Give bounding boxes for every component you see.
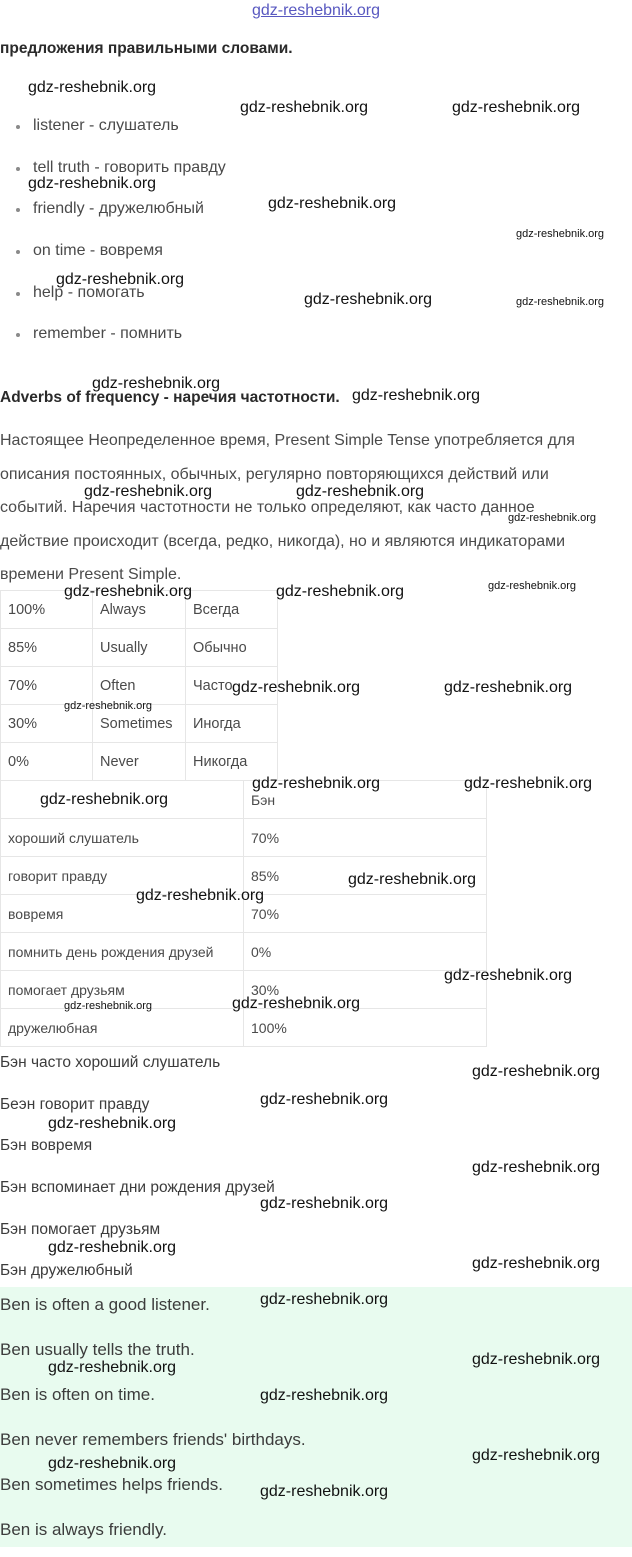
watermark: gdz-reshebnik.org: [452, 99, 581, 116]
watermark: gdz-reshebnik.org: [232, 679, 361, 696]
watermark: gdz-reshebnik.org: [84, 483, 213, 500]
list-item: Ben sometimes helps friends.: [0, 1475, 223, 1494]
list-item: Бэн вовремя: [0, 1137, 93, 1155]
table-cell: 30%: [244, 971, 487, 1009]
watermark: gdz-reshebnik.org: [464, 775, 593, 792]
watermark: gdz-reshebnik.org: [64, 1000, 153, 1012]
table-cell: Never: [93, 743, 186, 781]
table-cell: Sometimes: [93, 705, 186, 743]
table-row: [1, 629, 278, 667]
watermark: gdz-reshebnik.org: [304, 291, 433, 308]
watermark: gdz-reshebnik.org: [296, 483, 425, 500]
table-cell: Всегда: [186, 591, 278, 629]
table-cell: Usually: [93, 629, 186, 667]
watermark: gdz-reshebnik.org: [276, 583, 405, 600]
watermark: gdz-reshebnik.org: [64, 700, 153, 712]
list-item: Ben is often a good listener.: [0, 1295, 210, 1314]
watermark: gdz-reshebnik.org: [48, 1239, 177, 1256]
list-item: Ben is often on time.: [0, 1385, 155, 1404]
watermark: gdz-reshebnik.org: [444, 967, 573, 984]
table-cell: хороший слушатель: [1, 819, 244, 857]
list-item: Бэн часто хороший слушатель: [0, 1054, 221, 1071]
table-row: [1, 1009, 487, 1047]
watermark: gdz-reshebnik.org: [488, 580, 577, 592]
watermark: gdz-reshebnik.org: [472, 1255, 601, 1272]
table-cell: говорит правду: [1, 857, 244, 895]
watermark: gdz-reshebnik.org: [92, 375, 221, 392]
table-cell: Иногда: [186, 705, 278, 743]
paragraph-line: описания постоянных, обычных, регулярно повторяющихся действий или: [0, 465, 549, 483]
list-item: remember - помнить: [0, 316, 226, 358]
list-item: Ben never remembers friends' birthdays.: [0, 1430, 306, 1449]
list-item: tell truth - говорить правду: [0, 150, 226, 192]
watermark: gdz-reshebnik.org: [260, 1195, 389, 1212]
watermark: gdz-reshebnik.org: [508, 512, 597, 524]
explanation-paragraph: [0, 424, 632, 592]
table-cell: 85%: [244, 857, 487, 895]
watermark: gdz-reshebnik.org: [136, 887, 265, 904]
instruction-text: предложения правильными словами.: [0, 40, 293, 57]
table-cell: Никогда: [186, 743, 278, 781]
table-cell: 70%: [1, 667, 93, 705]
watermark: gdz-reshebnik.org: [260, 1091, 389, 1108]
english-answers: [0, 1287, 306, 1557]
watermark: gdz-reshebnik.org: [28, 79, 157, 96]
table-cell: 100%: [1, 591, 93, 629]
watermark: gdz-reshebnik.org: [472, 1159, 601, 1176]
table-cell: Always: [93, 591, 186, 629]
watermark: gdz-reshebnik.org: [260, 1291, 389, 1308]
watermark: gdz-reshebnik.org: [444, 679, 573, 696]
watermark: gdz-reshebnik.org: [240, 99, 369, 116]
watermark: gdz-reshebnik.org: [48, 1455, 177, 1472]
list-item: Ben usually tells the truth.: [0, 1340, 195, 1359]
list-item: Бэн дружелюбный: [0, 1262, 133, 1280]
watermark: gdz-reshebnik.org: [232, 995, 361, 1012]
watermark: gdz-reshebnik.org: [40, 791, 169, 808]
table-cell: Бэн: [244, 781, 487, 819]
list-item: Бэн вспоминает дни рождения друзей: [0, 1179, 275, 1197]
list-item: friendly - дружелюбный: [0, 191, 226, 233]
table-row: [1, 819, 487, 857]
paragraph-line: времени Present Simple.: [0, 566, 182, 583]
watermark: gdz-reshebnik.org: [516, 296, 605, 308]
watermark: gdz-reshebnik.org: [472, 1351, 601, 1368]
watermark: gdz-reshebnik.org: [260, 1387, 389, 1404]
watermark: gdz-reshebnik.org: [260, 1483, 389, 1500]
list-item: Ben is always friendly.: [0, 1520, 167, 1539]
table-cell: 0%: [244, 933, 487, 971]
watermark: gdz-reshebnik.org: [352, 387, 481, 404]
adverbs-heading: Adverbs of frequency - наречия частотности.: [0, 389, 340, 406]
watermark: gdz-reshebnik.org: [252, 775, 381, 792]
watermark: gdz-reshebnik.org: [516, 228, 605, 240]
table-cell: вовремя: [1, 895, 244, 933]
vocabulary-list: [0, 108, 226, 358]
table-cell: помогает друзьям: [1, 971, 244, 1009]
table-cell: 100%: [244, 1009, 487, 1047]
russian-sentences: [0, 1046, 275, 1296]
watermark: gdz-reshebnik.org: [268, 195, 397, 212]
table-cell: 70%: [244, 819, 487, 857]
table-cell: Обычно: [186, 629, 278, 667]
watermark: gdz-reshebnik.org: [56, 271, 185, 288]
paragraph-line: событий. Наречия частотности не только определяют, как часто данное: [0, 499, 535, 516]
table-cell: 85%: [1, 629, 93, 667]
watermark: gdz-reshebnik.org: [472, 1447, 601, 1464]
list-item: on time - вовремя: [0, 233, 226, 275]
list-item: help - помогать: [0, 275, 226, 317]
paragraph-line: действие происходит (всегда, редко, никогда), но и являются индикаторами: [0, 532, 566, 550]
watermark: gdz-reshebnik.org: [48, 1359, 177, 1376]
table-cell: 30%: [1, 705, 93, 743]
watermark: gdz-reshebnik.org: [348, 871, 477, 888]
watermark: gdz-reshebnik.org: [472, 1063, 601, 1080]
watermark: gdz-reshebnik.org: [48, 1115, 177, 1132]
watermark: gdz-reshebnik.org: [28, 175, 157, 192]
table-cell: Often: [93, 667, 186, 705]
paragraph-line: Настоящее Неопределенное время, Present Simple Tense употребляется для: [0, 432, 575, 449]
table-cell: дружелюбная: [1, 1009, 244, 1047]
list-item: Бэн помогает друзьям: [0, 1220, 161, 1238]
watermark: gdz-reshebnik.org: [64, 583, 193, 600]
table-cell: 0%: [1, 743, 93, 781]
table-cell: помнить день рождения друзей: [1, 933, 244, 971]
table-row: [1, 933, 487, 971]
site-header-link[interactable]: gdz-reshebnik.org: [251, 2, 381, 19]
table-cell: 70%: [244, 895, 487, 933]
table-row: [1, 743, 278, 781]
table-cell: Часто: [186, 667, 278, 705]
list-item: Беэн говорит правду: [0, 1095, 150, 1113]
list-item: listener - слушатель: [0, 108, 226, 150]
